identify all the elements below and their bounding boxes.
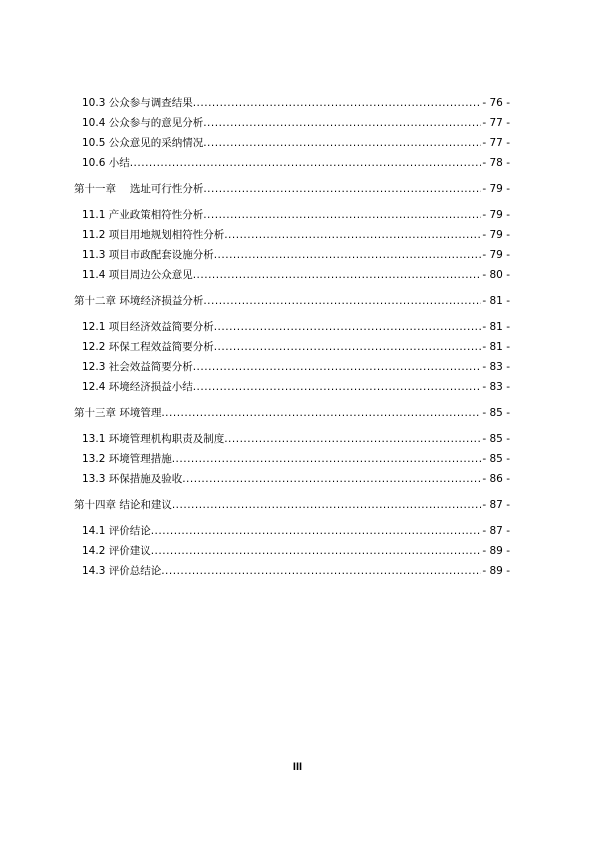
toc-dot-leader [203,294,481,308]
toc-dot-leader [193,360,482,374]
toc-entry-page: - 85 - [482,407,510,419]
toc-entry-title: 12.1 项目经济效益简要分析 [82,321,214,333]
toc-entry-title: 14.2 评价建议 [82,545,151,557]
toc-section-entry[interactable] [82,116,510,130]
toc-entry-page: - 78 - [482,157,510,169]
toc-dot-leader [203,116,481,130]
toc-entry-title: 10.3 公众参与调查结果 [82,97,193,109]
toc-section-entry[interactable] [82,208,510,222]
toc-section-entry[interactable] [82,524,510,538]
toc-entry-title: 10.4 公众参与的意见分析 [82,117,204,129]
toc-dot-leader [224,432,481,446]
toc-dot-leader [161,564,481,578]
toc-entry-page: - 87 - [482,499,510,511]
toc-section-entry[interactable] [82,156,510,170]
toc-entry-page: - 83 - [482,361,510,373]
toc-dot-leader [193,380,482,394]
toc-section-entry[interactable] [82,228,510,242]
toc-section-entry[interactable] [82,380,510,394]
toc-section-entry[interactable] [82,452,510,466]
toc-entry-title: 11.1 产业政策相符性分析 [82,209,204,221]
toc-dot-leader [151,544,482,558]
toc-entry-title: 11.4 项目周边公众意见 [82,269,193,281]
toc-entry-title: 12.3 社会效益简要分析 [82,361,193,373]
toc-dot-leader [130,156,482,170]
toc-entry-page: - 79 - [482,183,510,195]
toc-entry-page: - 83 - [482,381,510,393]
toc-chapter-entry[interactable] [74,406,510,420]
toc-dot-leader [214,320,482,334]
toc-chapter-entry[interactable] [74,182,510,196]
toc-section-entry[interactable] [82,96,510,110]
toc-dot-leader [203,208,481,222]
toc-entry-page: - 79 - [482,209,510,221]
toc-entry-page: - 76 - [482,97,510,109]
toc-entry-title: 第十四章 结论和建议 [74,499,172,511]
toc-section-entry[interactable] [82,248,510,262]
toc-entry-page: - 81 - [482,321,510,333]
toc-section-entry[interactable] [82,340,510,354]
toc-section-entry[interactable] [82,136,510,150]
toc-dot-leader [161,406,481,420]
toc-dot-leader [151,524,482,538]
toc-dot-leader [214,340,482,354]
toc-entry-page: - 80 - [482,269,510,281]
toc-entry-page: - 79 - [482,229,510,241]
toc-entry-page: - 77 - [482,117,510,129]
toc-entry-page: - 77 - [482,137,510,149]
toc-dot-leader [224,228,481,242]
toc-entry-title: 13.3 环保措施及验收 [82,473,183,485]
toc-entry-page: - 81 - [482,341,510,353]
toc-entry-page: - 87 - [482,525,510,537]
toc-entry-page: - 89 - [482,545,510,557]
toc-entry-title: 14.1 评价结论 [82,525,151,537]
toc-entry-page: - 89 - [482,565,510,577]
toc-entry-page: - 86 - [482,473,510,485]
toc-dot-leader [193,268,482,282]
toc-entry-page: - 81 - [482,295,510,307]
toc-entry-title: 第十二章 环境经济损益分析 [74,295,204,307]
toc-entry-title: 13.2 环境管理措施 [82,453,172,465]
toc-chapter-entry[interactable] [74,294,510,308]
toc-entry-title: 11.2 项目用地规划相符性分析 [82,229,225,241]
toc-section-entry[interactable] [82,544,510,558]
toc-entry-title: 第十一章 选址可行性分析 [74,183,204,195]
toc-section-entry[interactable] [82,268,510,282]
toc-dot-leader [203,182,481,196]
toc-entry-title: 10.6 小结 [82,157,130,169]
toc-entry-page: - 85 - [482,453,510,465]
toc-entry-title: 13.1 环境管理机构职责及制度 [82,433,225,445]
toc-dot-leader [214,248,482,262]
toc-entry-page: - 85 - [482,433,510,445]
page-number: III [292,761,303,773]
toc-section-entry[interactable] [82,564,510,578]
toc-entry-title: 11.3 项目市政配套设施分析 [82,249,214,261]
toc-section-entry[interactable] [82,432,510,446]
toc-chapter-entry[interactable] [74,498,510,512]
toc-dot-leader [172,452,482,466]
toc-entry-title: 14.3 评价总结论 [82,565,162,577]
toc-dot-leader [193,96,482,110]
toc-entry-title: 10.5 公众意见的采纳情况 [82,137,204,149]
toc-dot-leader [172,498,482,512]
toc-entry-page: - 79 - [482,249,510,261]
toc-entry-title: 第十三章 环境管理 [74,407,162,419]
toc-section-entry[interactable] [82,472,510,486]
toc-section-entry[interactable] [82,360,510,374]
toc-entry-title: 12.2 环保工程效益简要分析 [82,341,214,353]
toc-section-entry[interactable] [82,320,510,334]
toc-dot-leader [182,472,481,486]
toc-dot-leader [203,136,481,150]
toc-entry-title: 12.4 环境经济损益小结 [82,381,193,393]
